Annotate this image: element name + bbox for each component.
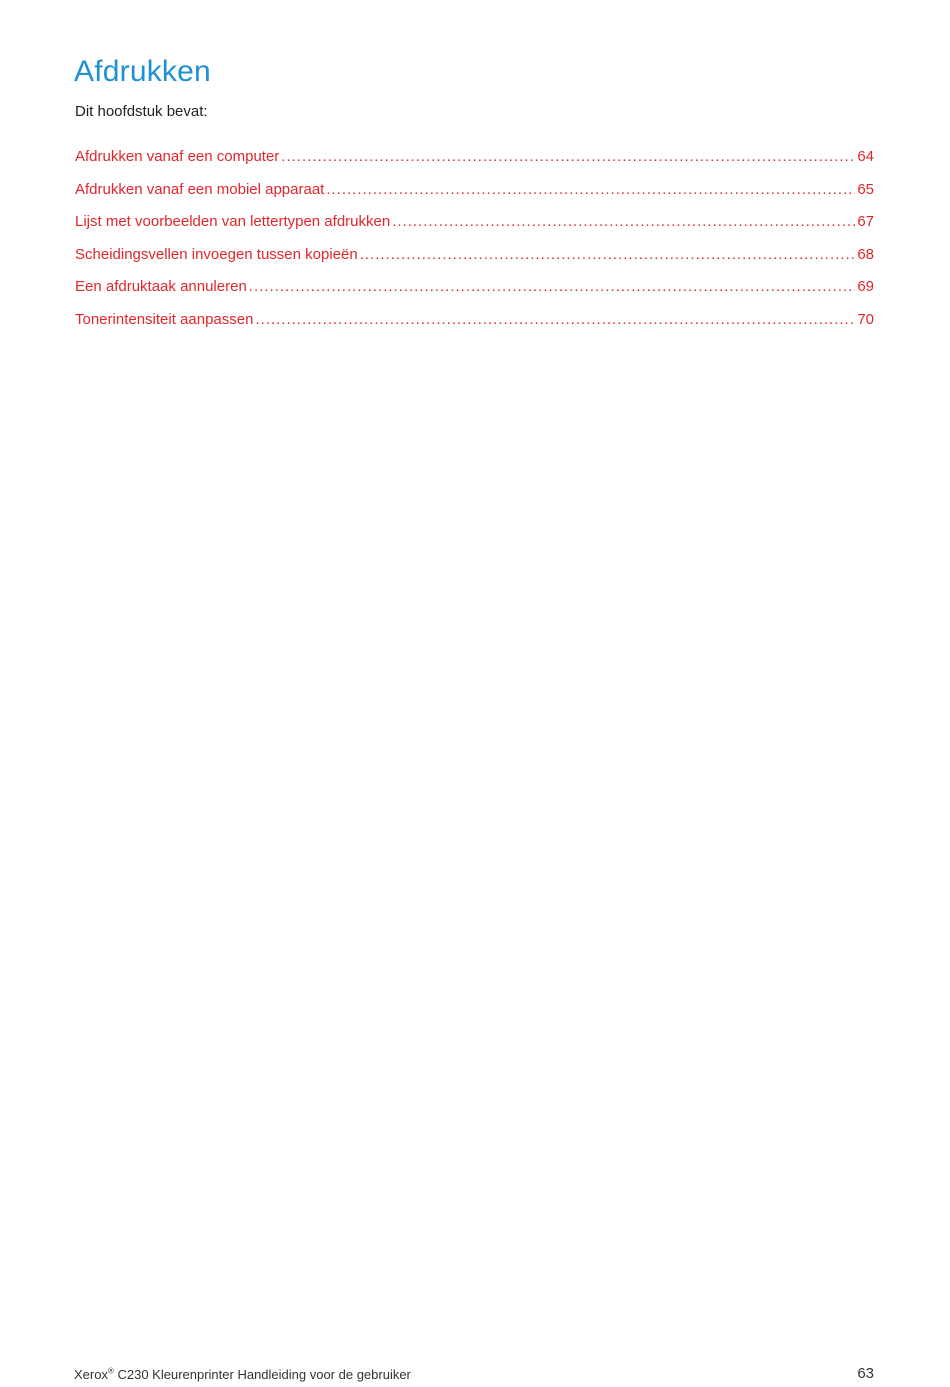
footer-product-text: C230 Kleurenprinter Handleiding voor de gebruiker xyxy=(113,1367,411,1382)
toc-dot-leader xyxy=(249,277,856,297)
table-of-contents xyxy=(75,147,874,343)
toc-entry-page: 68 xyxy=(857,245,874,263)
toc-entry-afdrukken-vanaf-mobiel[interactable] xyxy=(75,180,874,200)
toc-entry-tonerintensiteit[interactable] xyxy=(75,310,874,330)
toc-dot-leader xyxy=(255,310,855,330)
toc-entry-page: 67 xyxy=(857,213,874,231)
toc-dot-leader xyxy=(281,147,855,167)
footer-document-title xyxy=(74,1366,411,1384)
toc-entry-page: 65 xyxy=(857,180,874,198)
page-number: 63 xyxy=(857,1365,874,1382)
toc-dot-leader xyxy=(360,245,856,265)
trademark-symbol: ® xyxy=(107,1366,114,1376)
toc-entry-title: Afdrukken vanaf een computer xyxy=(75,148,280,165)
toc-entry-afdruktaak-annuleren[interactable] xyxy=(75,277,874,297)
chapter-intro: Dit hoofdstuk bevat: xyxy=(75,103,208,120)
toc-entry-page: 70 xyxy=(857,310,874,328)
page-title: Afdrukken xyxy=(74,55,211,88)
toc-entry-page: 64 xyxy=(857,148,874,165)
toc-dot-leader xyxy=(392,212,855,232)
toc-entry-title: Tonerintensiteit aanpassen xyxy=(75,310,254,328)
footer-brand: Xerox xyxy=(74,1367,108,1382)
toc-entry-page: 69 xyxy=(857,278,874,296)
toc-entry-title: Een afdruktaak annuleren xyxy=(75,278,247,296)
toc-entry-title: Lijst met voorbeelden van lettertypen afdrukken xyxy=(75,213,391,231)
toc-entry-scheidingsvellen[interactable] xyxy=(75,245,874,265)
toc-entry-title: Scheidingsvellen invoegen tussen kopieën xyxy=(75,245,358,263)
toc-entry-lettertypen[interactable] xyxy=(75,212,874,232)
toc-dot-leader xyxy=(326,180,855,200)
toc-entry-title: Afdrukken vanaf een mobiel apparaat xyxy=(75,180,325,198)
toc-entry-afdrukken-vanaf-computer[interactable] xyxy=(75,147,874,167)
